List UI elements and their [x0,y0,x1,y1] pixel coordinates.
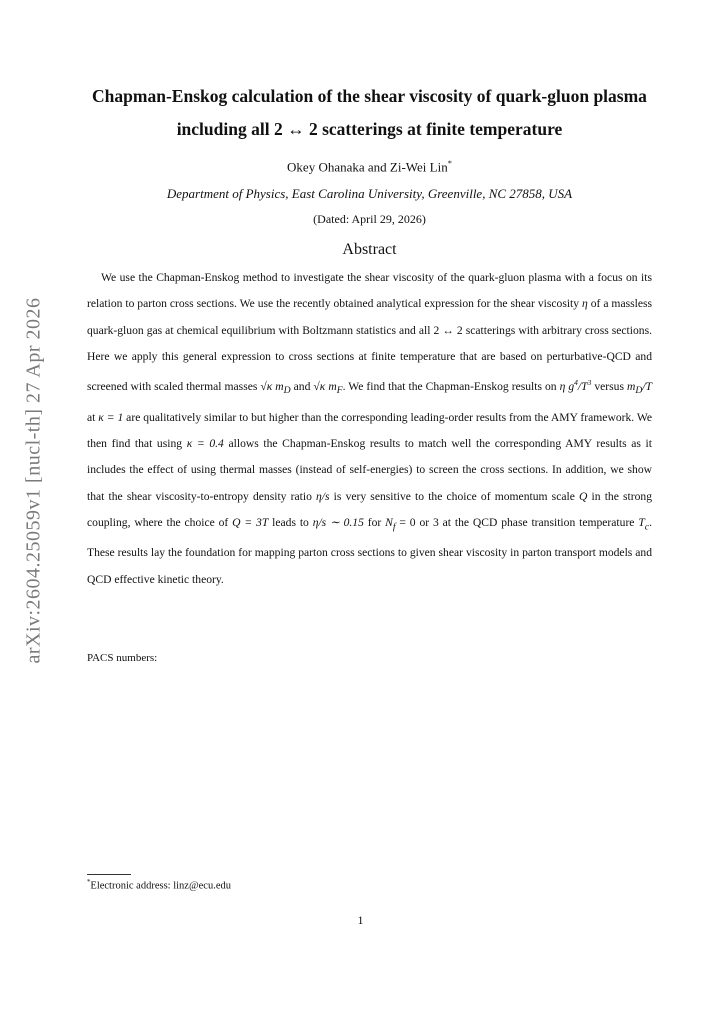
abstract-superscript: 4 [574,378,578,388]
abstract-subscript: c [644,521,650,533]
abstract-math: √κ m [313,380,337,394]
abstract-text: in the strong coupling, where the choice of [87,489,653,529]
abstract-math: κ = 0.4 [186,436,224,450]
abstract-text: . These results lay the foundation for mapping parton cross sections to given shear viscosity in parton transport models and QCD effective kinetic theory. [87,515,652,586]
arxiv-identifier [14,290,54,670]
abstract-subscript: F [336,385,343,397]
abstract-subscript: D [635,385,643,397]
abstract-math: / [577,380,582,394]
page-number: 1 [357,913,364,927]
abstract-math: η [582,297,588,311]
abstract-math: κ = 1 [98,410,124,424]
abstract-text: leads to [268,515,313,529]
abstract-subscript: f [392,521,396,533]
abstract-text: is very sensitive to the choice of momentum scale [329,489,580,503]
abstract-text: are qualitatively similar to but higher than the corresponding leading-order results from the AMY framework. We then find that using [87,410,653,450]
abstract-text: allows the Chapman-Enskog results to match well the corresponding AMY results as it includes the effect of using thermal masses (instead of self-energies) to screen the cross sections. In addition, we show that the shear viscosity-to-entropy density ratio [87,436,652,503]
abstract-math: √κ m [260,380,284,394]
abstract-math: η/s ∼ 0.15 [312,515,364,529]
paper-title: Chapman-Enskog calculation of the shear viscosity of quark-gluon plasma including all 2 ↔ 2 scatterings at finite temperature [92,86,647,139]
abstract-math: T [638,515,645,529]
footnote-text: Electronic address: linz@ecu.edu [90,880,231,892]
abstract-math: T [581,380,588,394]
abstract-text: We use the Chapman-Enskog method to investigate the shear viscosity of the quark-gluon plasma with a focus on its relation to parton cross sections. We use the recently obtained analytical expression for the shear viscosity [87,271,652,311]
pacs-numbers: PACS numbers: [87,652,158,664]
abstract-text: versus [591,380,627,394]
authors-text: Okey Ohanaka and Zi-Wei Lin [287,159,448,175]
abstract-text: and [290,380,314,394]
footnote-mark: * [87,879,91,886]
author-list [87,158,652,175]
date-line: (Dated: April 29, 2026) [313,212,426,226]
footnote [87,879,231,892]
abstract-text: for [363,515,386,529]
author-footnote-mark: * [447,158,452,168]
abstract-math: η g [559,380,575,394]
abstract-math: η/s [316,489,330,503]
abstract-text: of a massless quark-gluon gas at chemical equilibrium with Boltzmann statistics and all 2 ↔ 2 scatterings with arbitrary cross sections. Here we apply this general expression to cross sections at finite temperature that are based on perturbative-QCD and screened with scaled thermal masses [87,297,653,394]
abstract-text: at [87,410,99,424]
affiliation: Department of Physics, East Carolina University, Greenville, NC 27858, USA [166,186,573,201]
abstract-text: . We find that the Chapman-Enskog results on [342,380,560,394]
abstract-math: m [626,380,636,394]
footnote-rule [87,874,131,875]
abstract-heading: Abstract [342,241,397,258]
abstract-superscript: 3 [587,378,592,388]
abstract-subscript: D [283,385,291,397]
abstract-math: Q [579,489,588,503]
abstract-math: Q = 3T [232,515,269,529]
abstract-body [87,265,652,593]
arxiv-identifier-text: arXiv:2604.25059v1 [nucl-th] 27 Apr 2026 [22,296,45,664]
abstract-math: /T [642,380,652,394]
abstract-math: N [385,515,393,529]
abstract-text: = 0 or 3 at the QCD phase transition temperature [395,515,639,529]
